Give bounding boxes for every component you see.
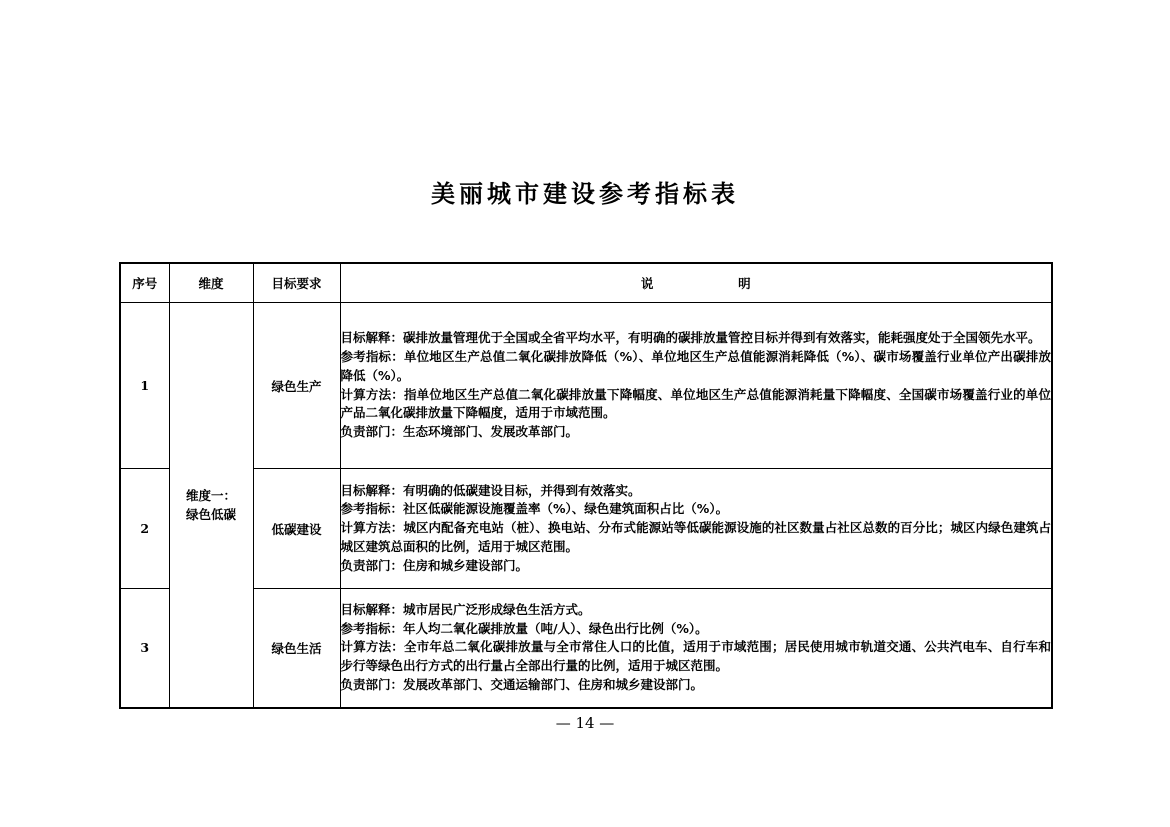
- page-title: 美丽城市建设参考指标表: [431, 180, 739, 208]
- description-line: 计算方法：指单位地区生产总值二氧化碳排放量下降幅度、单位地区生产总值能源消耗量下降幅度、全国碳市场覆盖行业的单位产品二氧化碳排放量下降幅度，适用于市域范围。: [340, 386, 1051, 421]
- description-line: 参考指标：年人均二氧化碳排放量（吨/人）、绿色出行比例（%）。: [340, 620, 708, 636]
- header-description: [340, 263, 1052, 303]
- row-description: [340, 303, 1052, 469]
- table-row: [120, 469, 1052, 589]
- header-dimension: 维度: [169, 263, 253, 303]
- header-description-left: 说: [640, 276, 654, 291]
- description-line: 负责部门：发展改革部门、交通运输部门、住房和城乡建设部门。: [340, 676, 704, 692]
- row-target: 低碳建设: [253, 469, 340, 589]
- header-seq: 序号: [120, 263, 169, 303]
- description-line: 负责部门：住房和城乡建设部门。: [340, 557, 529, 573]
- dimension-label-line1: 维度一：: [185, 487, 236, 503]
- description-line: 计算方法：城区内配备充电站（桩）、换电站、分布式能源站等低碳能源设施的社区数量占社区总数的百分比；城区内绿色建筑占城区建筑总面积的比例，适用于城区范围。: [340, 520, 1051, 554]
- table-row: [120, 303, 1052, 469]
- dimension-cell: [169, 303, 253, 708]
- indicator-table: [119, 262, 1053, 709]
- table-row: [120, 589, 1052, 708]
- row-seq: 2: [120, 469, 169, 589]
- description-line: 目标解释：有明确的低碳建设目标，并得到有效落实。: [340, 482, 641, 498]
- description-line: 负责部门：生态环境部门、发展改革部门。: [340, 423, 579, 439]
- row-target: 绿色生活: [253, 589, 340, 708]
- page-number: — 14 —: [555, 714, 615, 732]
- header-description-right: 明: [738, 276, 751, 291]
- row-description: [340, 589, 1052, 708]
- description-line: 目标解释：碳排放量管理优于全国或全省平均水平，有明确的碳排放量管控目标并得到有效落实，能耗强度处于全国领先水平。: [340, 330, 1041, 346]
- row-seq: 1: [120, 303, 169, 469]
- description-line: 计算方法：全市年总二氧化碳排放量与全市常住人口的比值，适用于市域范围；居民使用城市轨道交通、公共汽电车、自行车和步行等绿色出行方式的出行量占全部出行量的比例，适用于城区范围。: [340, 639, 1051, 674]
- row-target: 绿色生产: [253, 303, 340, 469]
- row-description: [340, 469, 1052, 589]
- table-header-row: [120, 263, 1052, 303]
- description-line: 参考指标：社区低碳能源设施覆盖率（%）、绿色建筑面积占比（%）。: [340, 501, 729, 517]
- row-seq: 3: [120, 589, 169, 708]
- description-line: 参考指标：单位地区生产总值二氧化碳排放降低（%）、单位地区生产总值能源消耗降低（%）、碳市场覆盖行业单位产出碳排放降低（%）。: [340, 349, 1051, 383]
- dimension-label-line2: 绿色低碳: [185, 506, 236, 522]
- description-line: 目标解释：城市居民广泛形成绿色生活方式。: [340, 601, 591, 617]
- header-target: 目标要求: [253, 263, 340, 303]
